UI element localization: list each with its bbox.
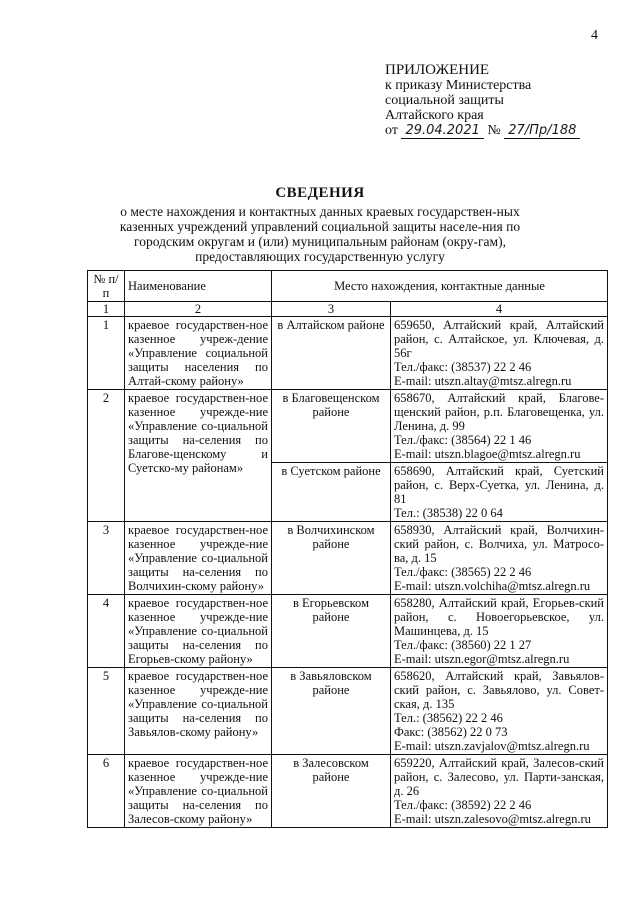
district: в Волчихинском районе [272,522,391,595]
document-heading [0,185,640,264]
row-number: 6 [88,755,125,828]
header-num: № п/п [88,271,125,302]
contacts [391,463,608,522]
appendix-title: ПРИЛОЖЕНИЕ [385,62,490,78]
phone: Тел./факс: (38560) 22 1 27 [394,638,532,652]
phone: Тел./факс: (38537) 22 2 46 [394,360,532,374]
order-date: 29.04.2021 [401,123,483,139]
contacts [391,755,608,828]
district: в Залесовском районе [272,755,391,828]
column-number: 1 [88,302,125,317]
header-location: Место нахождения, контактные данные [272,271,608,302]
district: в Алтайском районе [272,317,391,390]
contacts [391,522,608,595]
contacts [391,668,608,755]
institution-name: краевое государствен-ное казенное учрежде-ние «Управление со-циальной защиты на-селения по Благове-щенскому и Суетско-му районам» [125,390,272,522]
table-row [88,595,608,668]
table-row [88,317,608,390]
phone: Тел./факс: (38564) 22 1 46 [394,433,532,447]
address: 658620, Алтайский край, Завьялов-ский район, с. Завьялово, ул. Совет-ская, д. 135 [394,669,604,711]
appendix-block [385,63,625,138]
fax: Факс: (38562) 22 0 73 [394,725,508,739]
institution-name: краевое государствен-ное казенное учрежде-ние «Управление со-циальной защиты на-селения по Волчихин-скому району» [125,522,272,595]
address: 659650, Алтайский край, Алтайский район, с. Алтайское, ул. Ключевая, д. 56г [394,318,604,360]
phone: Тел.: (38538) 22 0 64 [394,506,503,520]
email: E-mail: utszn.zavjalov@mtsz.alregn.ru [394,739,590,753]
appendix-line: социальной защиты [385,93,504,108]
from-label: от [385,123,398,138]
email: E-mail: utszn.altay@mtsz.alregn.ru [394,374,572,388]
document-title: СВЕДЕНИЯ [275,185,365,201]
row-number: 3 [88,522,125,595]
table-row [88,755,608,828]
table-row [88,390,608,463]
page-number: 4 [591,28,598,43]
district: в Егорьевском районе [272,595,391,668]
contacts [391,595,608,668]
order-number: 27/Пр/188 [504,123,580,139]
email: E-mail: utszn.blagoe@mtsz.alregn.ru [394,447,581,461]
email: E-mail: utszn.volchiha@mtsz.alregn.ru [394,579,591,593]
institution-name: краевое государствен-ное казенное учрежде-ние «Управление со-циальной защиты на-селения по Егорьев-скому району» [125,595,272,668]
address: 658280, Алтайский край, Егорьев-ский район, с. Новоегорьевское, ул. Машинцева, д. 15 [394,596,604,638]
offices-table [87,270,608,828]
phone: Тел./факс: (38565) 22 2 46 [394,565,532,579]
address: 658690, Алтайский край, Суетский район, с. Верх-Суетка, ул. Ленина, д. 81 [394,464,604,506]
table-header-row [88,271,608,302]
district: в Завьяловском районе [272,668,391,755]
appendix-line: к приказу Министерства [385,78,532,93]
phone: Тел.: (38562) 22 2 46 [394,711,503,725]
contacts [391,317,608,390]
table-row [88,668,608,755]
contacts [391,390,608,463]
address: 658670, Алтайский край, Благове-щенский район, р.п. Благовещенка, ул. Ленина, д. 99 [394,391,604,433]
column-numbers-row [88,302,608,317]
column-number: 4 [391,302,608,317]
header-name: Наименование [125,271,272,302]
row-number: 1 [88,317,125,390]
institution-name: краевое государствен-ное казенное учреж-дение «Управление социальной защиты населения по Алтай-скому району» [125,317,272,390]
document-subtitle: о месте нахождения и контактных данных краевых государствен-ных казенных учреждений управлений социальной защиты населе-ния по городским округам и (или) муниципальным районам (окру-гам), предоставляющих государственную услугу [119,204,521,264]
email: E-mail: utszn.zalesovo@mtsz.alregn.ru [394,812,591,826]
institution-name: краевое государствен-ное казенное учрежде-ние «Управление со-циальной защиты на-селения по Залесов-скому району» [125,755,272,828]
address: 658930, Алтайский край, Волчихин-ский район, с. Волчиха, ул. Матросо-ва, д. 15 [394,523,604,565]
district: в Суетском районе [272,463,391,522]
row-number: 5 [88,668,125,755]
row-number: 4 [88,595,125,668]
row-number: 2 [88,390,125,522]
column-number: 2 [125,302,272,317]
institution-name: краевое государствен-ное казенное учрежде-ние «Управление со-циальной защиты на-селения по Завьялов-скому району» [125,668,272,755]
district: в Благовещенском районе [272,390,391,463]
phone: Тел./факс: (38592) 22 2 46 [394,798,532,812]
order-line [385,123,625,138]
email: E-mail: utszn.egor@mtsz.alregn.ru [394,652,570,666]
column-number: 3 [272,302,391,317]
address: 659220, Алтайский край, Залесов-ский район, с. Залесово, ул. Парти-занская, д. 26 [394,756,604,798]
table-row [88,522,608,595]
number-label: № [487,123,501,138]
appendix-line: Алтайского края [385,108,484,123]
